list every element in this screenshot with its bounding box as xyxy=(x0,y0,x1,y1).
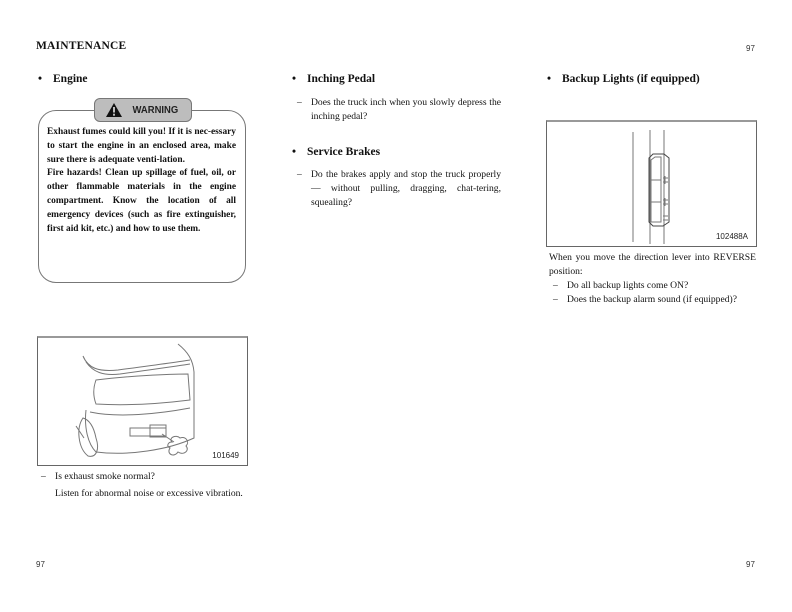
checklist-item: – Does the backup alarm sound (if equipped)? xyxy=(553,294,737,305)
inching-pedal-checklist xyxy=(297,96,501,124)
checklist-item: – Is exhaust smoke normal? xyxy=(41,470,247,484)
section-title-text: Engine xyxy=(53,73,88,85)
checklist-item-text: Is exhaust smoke normal? xyxy=(55,471,155,482)
section-title-backup-lights: • Backup Lights (if equipped) xyxy=(547,73,700,85)
warning-paragraph-2: Fire hazards! Clean up spillage of fuel, oil, or other flammable materials in the engine compartment. Know the location of all emergency devices (such as fire extinguisher, first aid kit, etc.) and how to use them. xyxy=(47,168,236,234)
warning-label-tab xyxy=(94,98,192,122)
warning-text xyxy=(47,126,236,236)
checklist-item: – Does the truck inch when you slowly depress the inching pedal? xyxy=(297,97,501,122)
backup-lights-checklist xyxy=(553,279,763,307)
backup-light-illustration xyxy=(547,122,756,246)
figure-id: 102488A xyxy=(715,232,748,241)
section-title-inching-pedal: • Inching Pedal xyxy=(292,73,376,85)
bullet: • xyxy=(38,73,43,85)
backup-lights-intro: When you move the direction lever into REVERSE position: xyxy=(549,252,756,277)
exhaust-note: Listen for abnormal noise or excessive vibration. xyxy=(55,488,243,499)
checklist-item: – Do all backup lights come ON? xyxy=(553,280,689,291)
warning-label: WARNING xyxy=(132,104,178,116)
service-brakes-checklist xyxy=(297,168,501,210)
page-number-bottom-right: 97 xyxy=(746,560,755,569)
figure-id: 101649 xyxy=(212,451,239,460)
warning-triangle-icon xyxy=(106,103,122,117)
page-number-bottom-left: 97 xyxy=(36,560,45,569)
section-title-engine xyxy=(38,73,88,85)
figure-exhaust xyxy=(37,336,248,466)
page-number-top: 97 xyxy=(746,44,755,53)
figure-backup-light xyxy=(546,120,757,247)
truck-exhaust-illustration xyxy=(38,338,247,465)
warning-paragraph-1: Exhaust fumes could kill you! If it is nec-essary to start the engine in an enclosed area, make sure there is adequate venti-lation. xyxy=(47,127,236,165)
checklist-item: – Do the brakes apply and stop the truck properly — without pulling, dragging, chat-tering, squealing? xyxy=(297,169,501,208)
section-title-service-brakes: • Service Brakes xyxy=(292,146,381,158)
exhaust-checklist xyxy=(41,470,247,501)
section-header: MAINTENANCE xyxy=(36,40,127,52)
